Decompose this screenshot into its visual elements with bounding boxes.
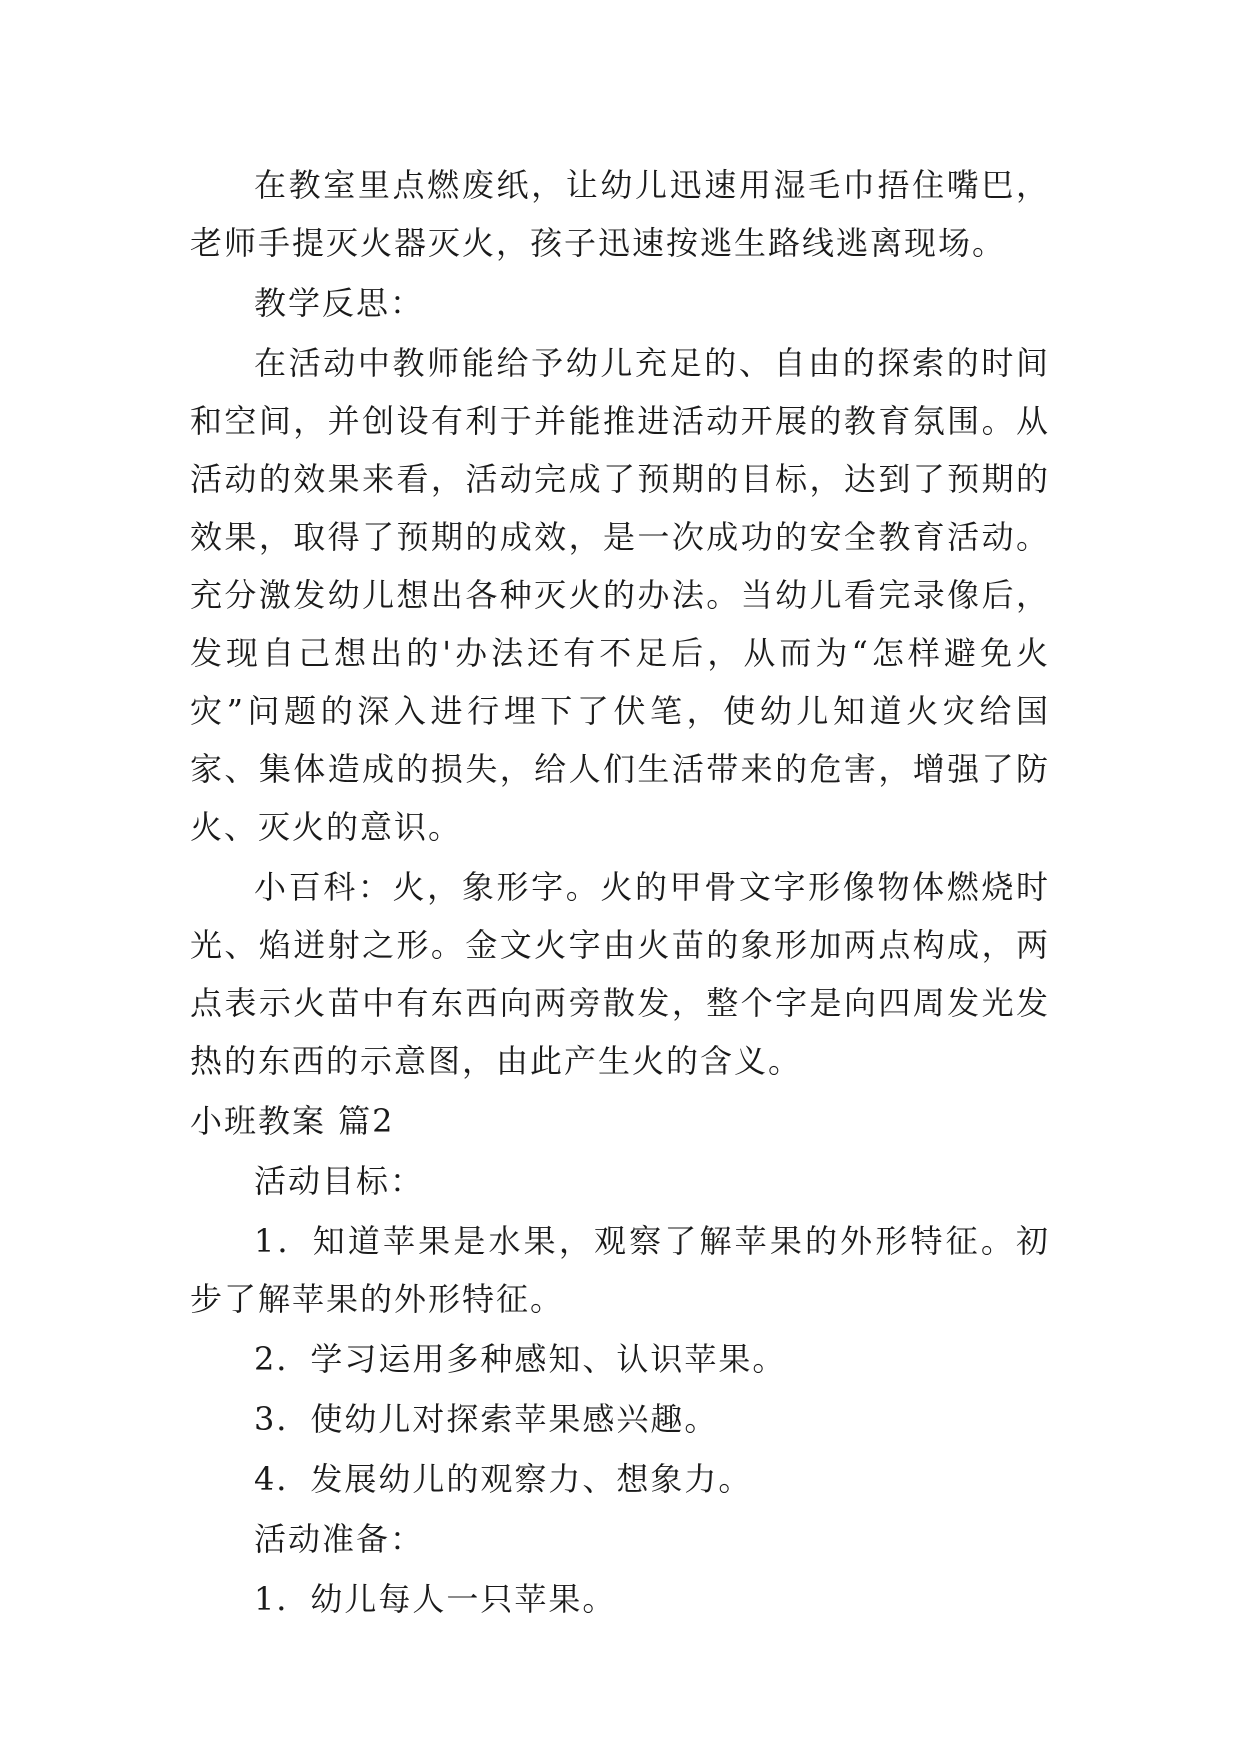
goal-item-2: 2．学习运用多种感知、认识苹果。	[254, 1340, 787, 1378]
paragraph-encyclopedia: 小百科：火，象形字。火的甲骨文字形像物体燃烧时光、焰迸射之形。金文火字由火苗的象形加两点构成，两点表示火苗中有东西向两旁散发，整个字是向四周发光发热的东西的示意图，由此产生火的含义。	[190, 868, 1050, 1080]
goal-item-1: 1．知道苹果是水果，观察了解苹果的外形特征。初步了解苹果的外形特征。	[190, 1222, 1050, 1318]
heading-activity-goals: 活动目标：	[254, 1162, 425, 1200]
section-title-lesson-2: 小班教案 篇2	[190, 1102, 395, 1140]
document-body	[190, 156, 1050, 1628]
goal-item-3: 3．使幼儿对探索苹果感兴趣。	[254, 1400, 719, 1438]
heading-activity-preparation: 活动准备：	[254, 1520, 425, 1558]
goal-item-4: 4．发展幼儿的观察力、想象力。	[254, 1460, 753, 1498]
paragraph-reflection-body: 在活动中教师能给予幼儿充足的、自由的探索的时间和空间，并创设有利于并能推进活动开展的教育氛围。从活动的效果来看，活动完成了预期的目标，达到了预期的效果，取得了预期的成效，是一次成功的安全教育活动。充分激发幼儿想出各种灭火的办法。当幼儿看完录像后，发现自己想出的'办法还有不足后，从而为“怎样避免火灾”问题的深入进行埋下了伏笔，使幼儿知道火灾给国家、集体造成的损失，给人们生活带来的危害，增强了防火、灭火的意识。	[190, 344, 1050, 846]
preparation-item-1: 1．幼儿每人一只苹果。	[254, 1580, 617, 1618]
paragraph-fire-drill: 在教室里点燃废纸，让幼儿迅速用湿毛巾捂住嘴巴，老师手提灭火器灭火，孩子迅速按逃生路线逃离现场。	[190, 166, 1050, 262]
heading-teaching-reflection: 教学反思：	[254, 284, 425, 322]
